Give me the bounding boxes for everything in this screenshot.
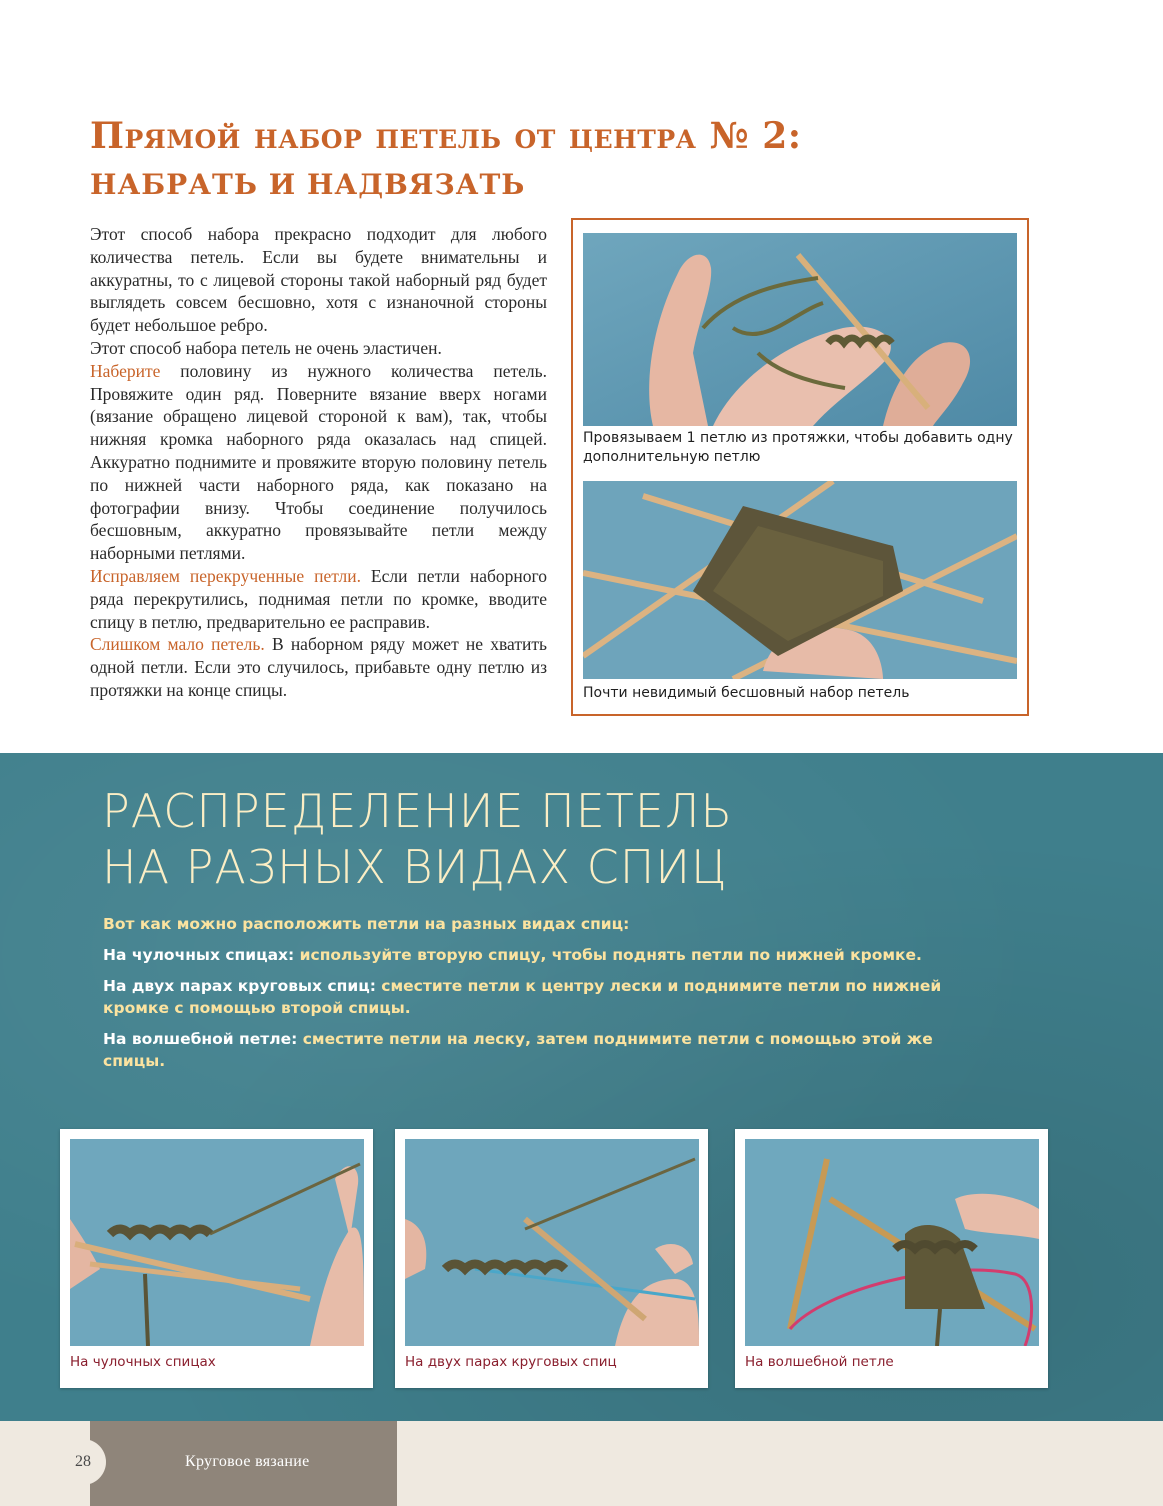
card-caption-dpn: На чулочных спицах — [70, 1354, 216, 1370]
paragraph-cast-on — [90, 360, 547, 565]
section-item-1 — [103, 944, 983, 966]
item-2-text: сместите петли к центру лески и поднимите петли по нижней кромке с помощью второй спицы. — [103, 977, 942, 1017]
photo-caption-2: Почти невидимый бесшовный набор петель — [583, 685, 910, 701]
card-caption-two-circulars: На двух парах круговых спиц — [405, 1354, 617, 1370]
card-magic-loop — [735, 1129, 1048, 1388]
photo-knitting-stitch — [583, 233, 1017, 426]
footer-title: Круговое вязание — [185, 1453, 310, 1470]
section-title-line-1: РАСПРЕДЕЛЕНИЕ ПЕТЕЛЬ — [102, 784, 734, 838]
item-2-lead: На двух парах круговых спиц: — [103, 977, 376, 995]
card-two-circulars — [395, 1129, 708, 1388]
heading-line-1: Прямой набор петель от центра № 2: — [90, 115, 802, 157]
body-text — [90, 223, 547, 702]
item-3-lead: На волшебной петле: — [103, 1030, 298, 1048]
twisted-text: Если петли наборного ряда перекрутились, поднимая петли по кромке, вводите спицу в петлю, предварительно ее расправив. — [90, 565, 547, 632]
cast-on-text: половину из нужного количества петель. Провяжите один ряд. Поверните вязание вверх ногами (вязание обращено лицевой стороной к вам), так, чтобы нижняя кромка наборного ряда оказалась над спицей. Аккуратно поднимите и провяжите вторую половину петель по нижней части наборного ряда, как показано на фотографии внизу. Чтобы соединение получилось бесшовным, аккуратно провязывайте петли между наборными петлями. — [90, 360, 547, 564]
section-item-3 — [103, 1028, 983, 1072]
paragraph-intro: Этот способ набора прекрасно подходит для любого количества петель. Если вы будете внимательны и аккуратны, то с лицевой стороны такой наборный ряд будет выглядеть совсем бесшовно, хотя с изнаночной стороны будет небольшое ребро. — [90, 224, 547, 336]
item-1-text: используйте вторую спицу, чтобы поднять петли по нижней кромке. — [294, 946, 922, 964]
too-few-text: В наборном ряду может не хватить одной петли. Если это случилось, прибавьте одну петлю из протяжки на конце спицы. — [90, 634, 547, 700]
section-item-2 — [103, 975, 983, 1019]
paragraph-elasticity: Этот способ набора петель не очень эластичен. — [90, 337, 442, 358]
paragraph-too-few — [90, 633, 547, 701]
section-title — [102, 783, 733, 895]
heading-line-2: НАБРАТЬ И НАДВЯЗАТЬ — [90, 168, 526, 201]
item-1-lead: На чулочных спицах: — [103, 946, 295, 964]
section-text — [103, 913, 983, 1081]
card-dpn — [60, 1129, 373, 1388]
paragraph-twisted — [90, 565, 547, 633]
too-few-lead: Слишком мало петель. — [90, 634, 265, 655]
cast-on-lead: Наберите — [90, 360, 161, 381]
item-3-text: сместите петли на леску, затем поднимите петли с помощью этой же спицы. — [103, 1030, 933, 1070]
card-caption-magic-loop: На волшебной петле — [745, 1354, 894, 1370]
twisted-lead: Исправляем перекрученные петли. — [90, 565, 361, 586]
photo-caption-1: Провязываем 1 петлю из протяжки, чтобы добавить одну дополнительную петлю — [583, 430, 1013, 465]
page-number: 28 — [60, 1439, 106, 1485]
photo-frame — [571, 218, 1029, 716]
photo-two-circulars — [405, 1139, 699, 1346]
photo-seamless-square — [583, 481, 1017, 679]
photo-magic-loop — [745, 1139, 1039, 1346]
page-heading — [90, 113, 802, 205]
section-title-line-2: НА РАЗНЫХ ВИДАХ СПИЦ — [102, 840, 728, 894]
section-intro: Вот как можно расположить петли на разных видах спиц: — [103, 915, 630, 933]
photo-dpn — [70, 1139, 364, 1346]
